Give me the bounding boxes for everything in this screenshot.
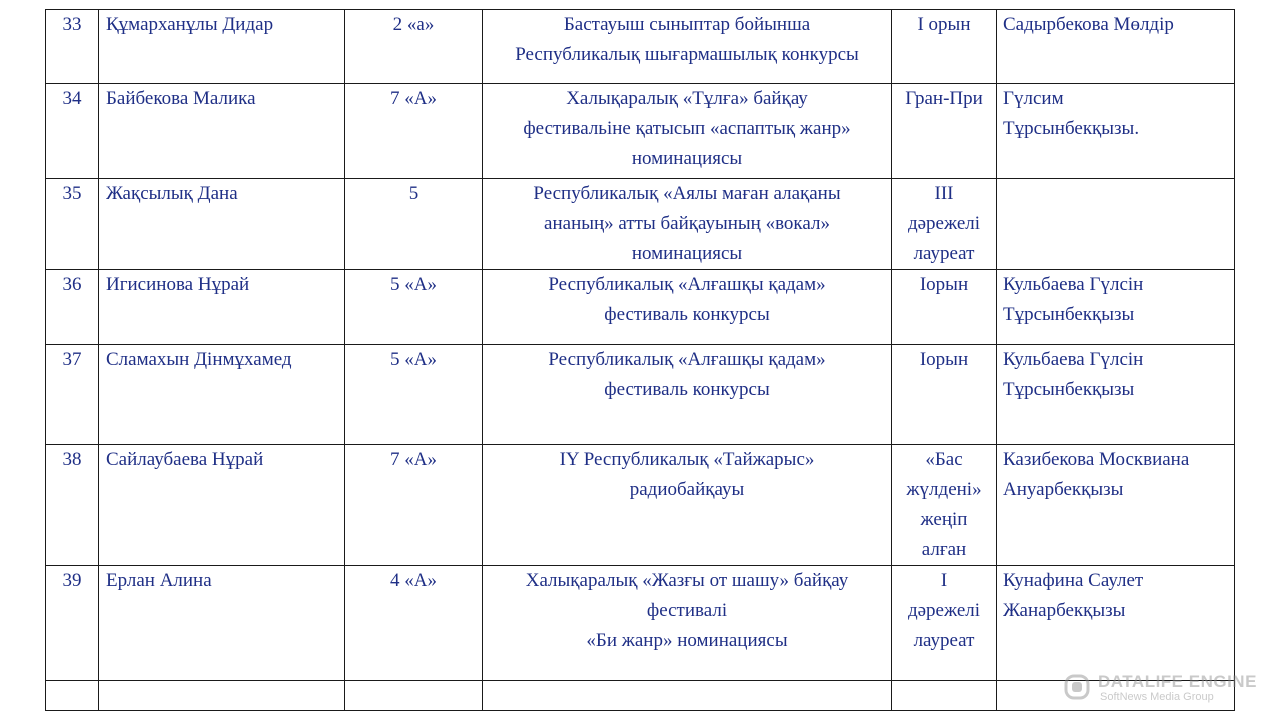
place-cell: Іорын: [892, 345, 997, 445]
row-number: 37: [46, 345, 99, 445]
row-number: 39: [46, 566, 99, 681]
event-cell: Республикалық «Алғашқы қадам» фестиваль конкурсы: [483, 345, 892, 445]
place-cell: Гран-При: [892, 84, 997, 179]
class-cell: 4 «А»: [345, 566, 483, 681]
place-cell: Іорын: [892, 270, 997, 345]
teacher-cell: Садырбекова Мөлдір: [997, 10, 1235, 84]
watermark: [1064, 672, 1274, 708]
table-row: [46, 566, 1235, 681]
empty-cell: [99, 681, 345, 711]
table-row: [46, 10, 1235, 84]
empty-cell: [483, 681, 892, 711]
teacher-cell: Казибекова Москвиана Ануарбекқызы: [997, 445, 1235, 566]
event-cell: IY Республикалық «Тайжарыс» радиобайқауы: [483, 445, 892, 566]
class-cell: 7 «А»: [345, 445, 483, 566]
empty-cell: [892, 681, 997, 711]
student-name: Сламахын Дінмұхамед: [99, 345, 345, 445]
teacher-cell: Кунафина Саулет Жанарбекқызы: [997, 566, 1235, 681]
row-number: 35: [46, 179, 99, 270]
event-cell: Халықаралық «Жазғы от шашу» байқау фестивалі «Би жанр» номинациясы: [483, 566, 892, 681]
table-row: [46, 84, 1235, 179]
class-cell: 2 «а»: [345, 10, 483, 84]
empty-cell: [46, 681, 99, 711]
row-number: 34: [46, 84, 99, 179]
table-row: [46, 445, 1235, 566]
event-cell: Республикалық «Аялы маған алақаны ананың» атты байқауының «вокал» номинациясы: [483, 179, 892, 270]
table-row: [46, 270, 1235, 345]
student-name: Ерлан Алина: [99, 566, 345, 681]
table-row: [46, 179, 1235, 270]
row-number: 33: [46, 10, 99, 84]
row-number: 38: [46, 445, 99, 566]
row-number: 36: [46, 270, 99, 345]
awards-table: [45, 9, 1235, 711]
class-cell: 5 «А»: [345, 345, 483, 445]
table-row: [46, 345, 1235, 445]
place-cell: «Бас жүлдені» жеңіп алған: [892, 445, 997, 566]
class-cell: 5 «А»: [345, 270, 483, 345]
watermark-subtitle: SoftNews Media Group: [1100, 691, 1214, 703]
dle-logo-icon: [1064, 674, 1090, 700]
event-cell: Халықаралық «Тұлға» байқау фестивальіне қатысып «аспаптық жанр» номинациясы: [483, 84, 892, 179]
class-cell: 5: [345, 179, 483, 270]
table-row-empty: [46, 681, 1235, 711]
teacher-cell: Кульбаева Гүлсін Тұрсынбекқызы: [997, 270, 1235, 345]
watermark-title: DATALIFE ENGINE: [1098, 672, 1257, 691]
student-name: Құмарханұлы Дидар: [99, 10, 345, 84]
place-cell: I орын: [892, 10, 997, 84]
event-cell: Бастауыш сыныптар бойынша Республикалық шығармашылық конкурсы: [483, 10, 892, 84]
student-name: Сайлаубаева Нұрай: [99, 445, 345, 566]
empty-cell: [345, 681, 483, 711]
teacher-cell: Кульбаева Гүлсін Тұрсынбекқызы: [997, 345, 1235, 445]
place-cell: III дәрежелі лауреат: [892, 179, 997, 270]
teacher-cell: Гүлсим Тұрсынбекқызы.: [997, 84, 1235, 179]
place-cell: I дәрежелі лауреат: [892, 566, 997, 681]
class-cell: 7 «А»: [345, 84, 483, 179]
teacher-cell: [997, 179, 1235, 270]
event-cell: Республикалық «Алғашқы қадам» фестиваль конкурсы: [483, 270, 892, 345]
student-name: Игисинова Нұрай: [99, 270, 345, 345]
student-name: Байбекова Малика: [99, 84, 345, 179]
student-name: Жақсылық Дана: [99, 179, 345, 270]
